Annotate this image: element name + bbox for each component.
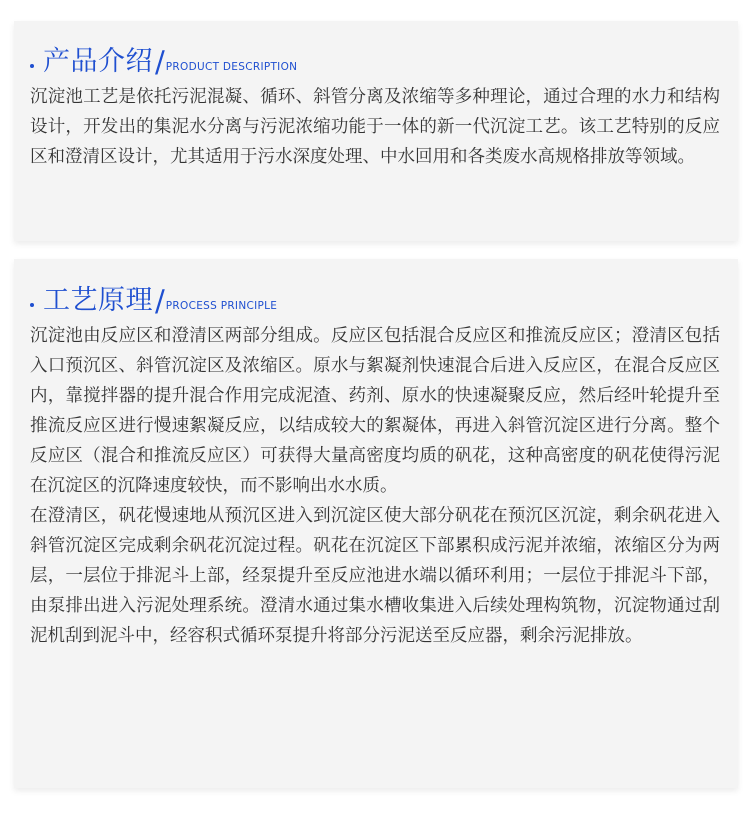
bullet-dot-icon [30, 303, 34, 307]
section-heading [30, 44, 720, 80]
title-separator: / [155, 284, 165, 318]
paragraph: 在澄清区，矾花慢速地从预沉区进入到沉淀区使大部分矾花在预沉区沉淀，剩余矾花进入斜管沉淀区完成剩余矾花沉淀过程。矾花在沉淀区下部累积成污泥并浓缩，浓缩区分为两层，一层位于排泥斗上部，经泵提升至反应池进水端以循环利用；一层位于排泥斗下部，由泵排出进入污泥处理系统。澄清水通过集水槽收集进入后续处理构筑物，沉淀物通过刮泥机刮到泥斗中，经容积式循环泵提升将部分污泥送至反应器，剩余污泥排放。 [30, 506, 720, 646]
section-title: 产品介绍 [43, 46, 153, 77]
section-body [30, 82, 720, 172]
section-heading [30, 283, 720, 319]
paragraph: 沉淀池由反应区和澄清区两部分组成。反应区包括混合反应区和推流反应区；澄清区包括入口预沉区、斜管沉淀区及浓缩区。原水与絮凝剂快速混合后进入反应区，在混合反应区内，靠搅拌器的提升混合作用完成泥渣、药剂、原水的快速凝聚反应，然后经叶轮提升至推流反应区进行慢速絮凝反应，以结成较大的絮凝体，再进入斜管沉淀区进行分离。整个反应区（混合和推流反应区）可获得大量高密度均质的矾花，这种高密度的矾花使得污泥在沉淀区的沉降速度较快，而不影响出水水质。 [30, 326, 720, 496]
section-subtitle: PRODUCT DESCRIPTION [165, 61, 298, 73]
title-separator: / [155, 45, 165, 79]
section-title: 工艺原理 [43, 285, 153, 316]
bullet-dot-icon [30, 64, 34, 68]
paragraph: 沉淀池工艺是依托污泥混凝、循环、斜管分离及浓缩等多种理论，通过合理的水力和结构设计，开发出的集泥水分离与污泥浓缩功能于一体的新一代沉淀工艺。该工艺特别的反应区和澄清区设计，尤其适用于污水深度处理、中水回用和各类废水高规格排放等领域。 [30, 87, 720, 167]
process-principle-card [14, 259, 738, 788]
section-subtitle: PROCESS PRINCIPLE [165, 300, 278, 312]
product-description-card [14, 21, 738, 241]
section-body [30, 321, 720, 651]
